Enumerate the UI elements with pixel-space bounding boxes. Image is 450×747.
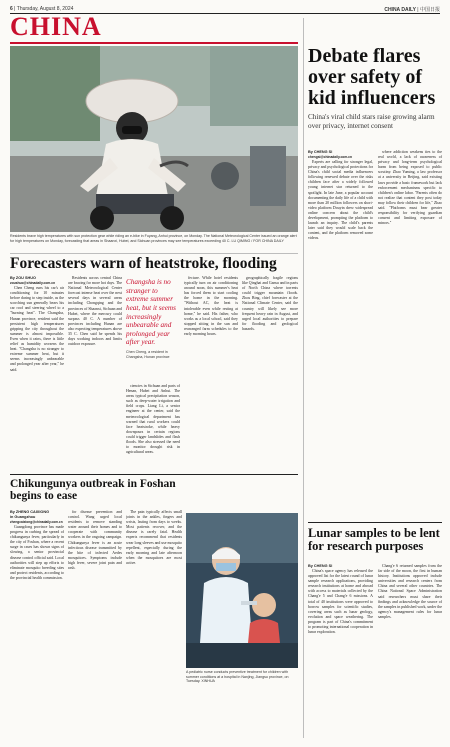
pediatric-clinic-photo	[186, 513, 298, 668]
pull-quote-attribution: Chen Cheng, a resident in Changsha, Hunan province	[126, 350, 170, 359]
influencer-column-1	[308, 150, 373, 518]
photo-caption: Residents brave high temperatures with sun protection gear while riding an e-bike in Fuyang, Anhui province, on Monday. The National Meteorological Center issued an orange alert for high temperatures on Monday, forecasting that areas in Shaanxi, Hubei, and Sichuan provinces may see temperatures exceeding 40 C. LU QIMING / FOR CHINA DAILY	[10, 234, 297, 243]
heat-column-5	[242, 276, 298, 472]
chik-location: in Guangzhou	[10, 515, 36, 519]
page-number-date: 6 | Thursday, August 8, 2024	[10, 6, 74, 12]
heat-headline: Forecasters warn of heatstroke, flooding	[10, 255, 277, 272]
chik-body-1: Guangdong province has made progress in curbing the spread of chikungunya fever, particularly in the city of Foshan, where a recent surge in cases has shown signs of slowing, a senior provincial disease control official said. Local authorities will step up efforts to eliminate mosquito breeding sites and protect residents, according to the provincial health commission.	[10, 525, 64, 580]
lunar-headline: Lunar samples to be lent for research purposes	[308, 526, 440, 554]
lunar-column-1	[308, 564, 373, 738]
chik-column-2	[68, 510, 122, 738]
heat-body-1: Chen Cheng runs his car's air conditioning for 10 minutes before daring to step inside, as the scorching sun generally bears his car roof and steering wheel to a "burning heat". The Changsha, Hunan province, resident said the persistent high temperatures gripping the city throughout the summer is almost impossible. Even when it rains, there is little relief as humidity worsens the heat. "Changsha is no stranger to extreme summer heat, but it seems increasingly unbearable and prolonged year after year," he said.	[10, 286, 64, 372]
heat-byline: By ZOU SHUO	[10, 276, 36, 280]
influencer-body-1: Experts are calling for stronger legal, privacy and psychological protections for China's child social media influencers following renewed debate over the risks children face after a widely followed young internet star returned to the spotlight. In late June, a popular account documenting the daily life of a child with more than 20 million followers on short-video platform Douyin drew widespread online concern about the child's development, prompting the platform to launch an inquiry. The child's parents later said they would scale back the content, and the platform removed some videos.	[308, 160, 373, 241]
chik-body-3: The pain typically affects small joints in the ankles, fingers and wrists, lasting from days to weeks. Most patients recover, and the disease is rarely fatal. Health experts recommend that residents wear long sleeves and use mosquito repellent, especially during the early morning and late afternoon when the mosquitoes are most active.	[126, 510, 182, 565]
heat-pull-quote	[126, 278, 180, 359]
influencer-column-2	[378, 150, 442, 518]
section-label: CHINA DAILY | 中国日报	[384, 7, 440, 13]
heat-email: zoushuo@chinadaily.com.cn	[10, 281, 56, 285]
section-divider	[10, 253, 298, 254]
masthead-rule	[10, 42, 298, 44]
section-divider	[10, 474, 298, 475]
lunar-body-2: Chang'e 6 returned samples from the far side of the moon, the first in human history. Institutions approved include universities and research centers from China and several other countries. The China National Space Administration said researchers must share their findings and acknowledge the source of the samples in published work, under the agency's management rules for lunar samples.	[378, 564, 442, 619]
photo2-caption: A pediatric nurse conducts preventive treatment for children with summer conditions at a hospital in Nanjing, Jiangsu province, on Tuesday. XINHUA	[186, 670, 289, 684]
heat-body-3: ciencies in Sichuan and parts of Henan, Hubei and Anhui. The areas typical precipitation season, such as deep-water irrigation and field crops. Liang Li, a senior engineer at the center, said the meteorological department has warned that rural workers could face heatstroke, while heavy downpours in certain regions could trigger landslides and flash floods. She also stressed the need to monitor drought risk in agricultural areas.	[126, 384, 180, 455]
chik-email: zhengcaixiong@chinadaily.com.cn	[10, 520, 63, 524]
influencer-deck: China's viral child stars raise growing alarm over privacy, internet consent	[308, 113, 435, 130]
heat-body-4: fecture. While hotel residents typically turn on air conditioning around noon, this summer's heat has forced them to start cooling the home in the morning. "Without AC, the heat is intolerable even while resting at home," he said. His father, who works as a local school, said they stopped sitting in the sun and rearranged farm schedules to the early morning hours.	[184, 276, 238, 337]
chik-body-2: for disease prevention and control. Wang urged local residents to remove standing water around their homes and to cooperate with community workers in the ongoing campaign. Chikungunya fever is an acute infectious disease transmitted by the bite of infected Aedes mosquitoes. Symptoms include high fever, severe joint pain and rash.	[68, 510, 122, 571]
section-divider	[308, 522, 442, 523]
heat-column-4	[184, 276, 238, 472]
influencer-headline: Debate flares over safety of kid influencers	[308, 45, 436, 109]
chik-byline: By ZHENG CAIXIONG	[10, 510, 50, 514]
influencer-byline: By CHENG SI	[308, 150, 333, 154]
chik-column-1	[10, 510, 64, 738]
chikungunya-headline: Chikungunya outbreak in Foshan begins to ease	[10, 478, 176, 503]
section-masthead: CHINA	[10, 12, 102, 41]
heat-column-1	[10, 276, 64, 472]
lunar-byline: By CHENG SI	[308, 564, 333, 568]
heat-body-2: Residents across central China are bracing for more hot days. The National Meteorological Center forecast intense heat over the next several days in several areas including Chongqing and the provinces of Shaanxi, Sichuan and Hubei, where the mercury could surpass 40 C. A number of provinces including Hunan are also expecting temperatures above 35 C. Chen said he spends his days working indoors and limits outdoor exposure.	[68, 276, 122, 347]
column-divider	[303, 18, 304, 738]
heat-column-2	[68, 276, 122, 472]
heat-column-3	[126, 384, 180, 472]
heatwave-photo	[10, 46, 298, 232]
chik-column-3	[126, 510, 182, 738]
influencer-email: chengsi@chinadaily.com.cn	[308, 155, 353, 159]
pull-quote-text: Changsha is no stranger to extreme summer heat, but it seems increasingly unbearable and prolonged year after year.	[126, 278, 176, 347]
lunar-body-1: China's space agency has released the approved list for the latest round of lunar sample research applications, providing research institutions at home and abroad with access to materials collected by the Chang'e 5 and Chang'e 6 missions. A total of 40 institutions were approved to borrow samples for scientific studies, covering areas such as lunar geology, evolution and space weathering. The program is part of China's commitment to promoting international cooperation in lunar exploration.	[308, 569, 373, 635]
heat-body-5: geographically fragile regions like Qinghai and Gansu and in parts of North China where torrents could trigger mountain floods. Zhou Bing, chief forecaster at the National Climate Center, said the country will likely see more frequent heavy rain in August, and urged local authorities to prepare for flooding and geological hazards.	[242, 276, 298, 331]
lunar-column-2	[378, 564, 442, 738]
influencer-body-2: where addiction weakens ties to the real world, a lack of awareness of privacy and long-term psychological harm from being exposed to public scrutiny. Zhao Yuming, a law professor at a university in Beijing, said existing laws provide a basic framework but lack enforcement mechanisms specific to children's online labor. "Parents often do not realize that content they post today may follow their children for life," Zhao said. "Platforms must bear greater responsibility for verifying guardian consent and limiting exposure of minors."	[378, 150, 442, 226]
